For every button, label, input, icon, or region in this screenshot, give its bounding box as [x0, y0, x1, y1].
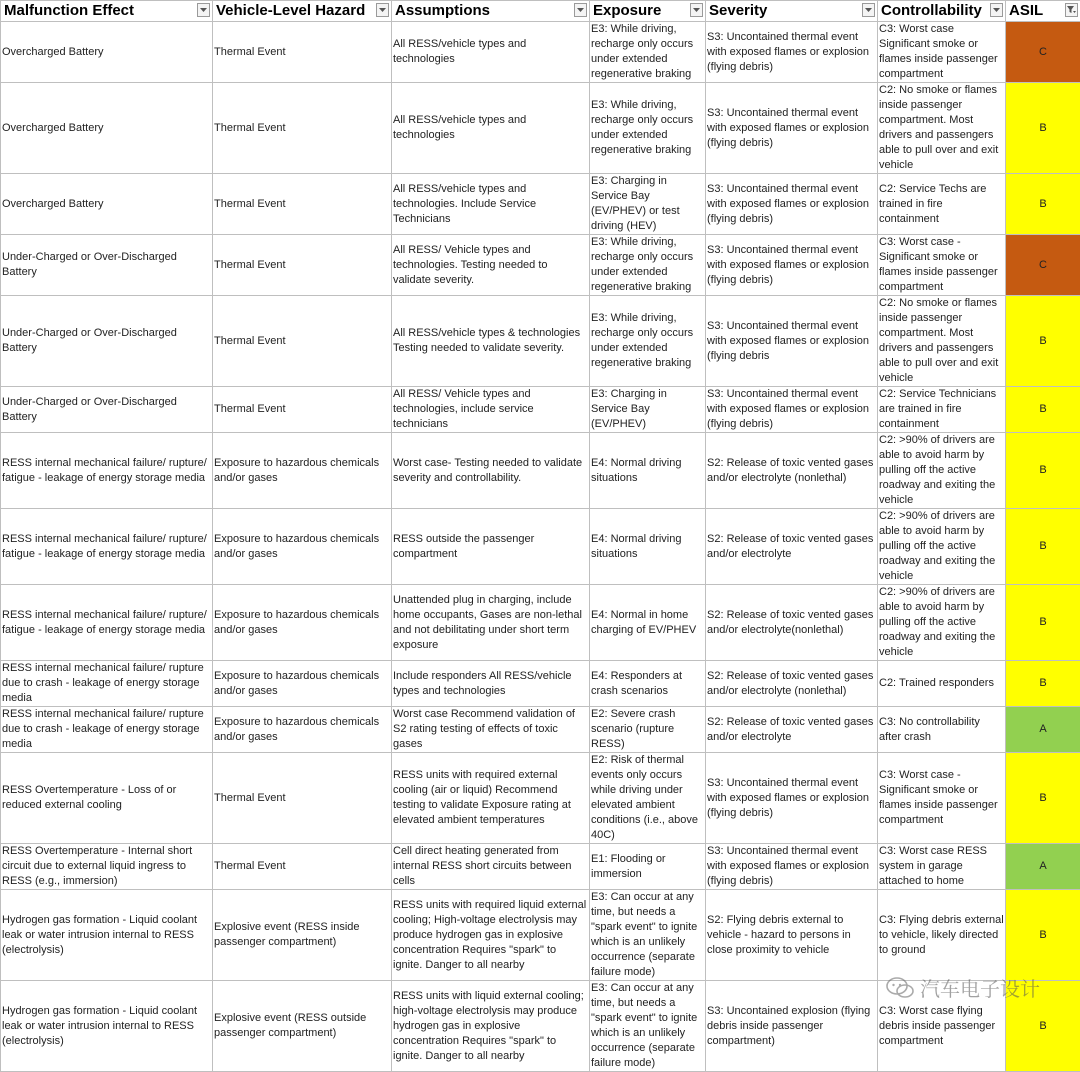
vehicle-level-hazard-cell-text: Thermal Event [214, 402, 390, 417]
vehicle-level-hazard-cell[interactable] [213, 585, 392, 661]
controllability-cell[interactable] [878, 509, 1006, 585]
severity-cell[interactable] [706, 387, 878, 433]
column-header-vehicle-level-hazard: Vehicle-Level Hazard [213, 1, 392, 22]
table-row [1, 387, 1080, 433]
exposure-cell-text: E4: Responders at crash scenarios [591, 669, 704, 699]
controllability-cell-text: C2: >90% of drivers are able to avoid harm by pulling off the active roadway and exiting the vehicle [879, 509, 1004, 584]
severity-cell-text: S3: Uncontained thermal event with exposed flames or explosion (flying debris) [707, 776, 876, 821]
controllability-cell[interactable] [878, 22, 1006, 83]
severity-cell-text: S3: Uncontained thermal event with exposed flames or explosion (flying debris) [707, 106, 876, 151]
column-header-severity: Severity [706, 1, 878, 22]
malfunction-effect-cell[interactable] [1, 981, 213, 1072]
vehicle-level-hazard-cell[interactable] [213, 387, 392, 433]
assumptions-cell[interactable] [392, 661, 590, 707]
vehicle-level-hazard-cell[interactable] [213, 296, 392, 387]
table-row [1, 844, 1080, 890]
severity-cell-text: S3: Uncontained thermal event with exposed flames or explosion (flying debris) [707, 182, 876, 227]
vehicle-level-hazard-cell[interactable] [213, 753, 392, 844]
controllability-cell-text: C3: Flying debris external to vehicle, likely directed to ground [879, 913, 1004, 958]
vehicle-level-hazard-cell-text: Exposure to hazardous chemicals and/or gases [214, 715, 390, 745]
controllability-cell[interactable] [878, 844, 1006, 890]
vehicle-level-hazard-cell-text: Exposure to hazardous chemicals and/or gases [214, 532, 390, 562]
filter-dropdown-icon[interactable] [574, 3, 587, 17]
controllability-cell-text: C3: Worst case flying debris inside passenger compartment [879, 1004, 1004, 1049]
malfunction-effect-cell-text: Under-Charged or Over-Discharged Battery [2, 395, 211, 425]
malfunction-effect-cell[interactable] [1, 661, 213, 707]
table-row [1, 235, 1080, 296]
table-row [1, 509, 1080, 585]
severity-cell[interactable] [706, 174, 878, 235]
severity-cell[interactable] [706, 585, 878, 661]
exposure-cell[interactable] [590, 890, 706, 981]
malfunction-effect-cell-text: RESS internal mechanical failure/ rupture/ fatigue - leakage of energy storage media [2, 456, 211, 486]
exposure-cell[interactable] [590, 83, 706, 174]
exposure-cell-text: E3: While driving, recharge only occurs under extended regenerative braking [591, 311, 704, 371]
malfunction-effect-cell[interactable] [1, 890, 213, 981]
severity-cell[interactable] [706, 707, 878, 753]
malfunction-effect-cell-text: Overcharged Battery [2, 45, 211, 60]
severity-cell[interactable] [706, 661, 878, 707]
asil-cell[interactable]: B [1006, 585, 1080, 661]
severity-cell[interactable] [706, 296, 878, 387]
severity-cell-text: S3: Uncontained thermal event with exposed flames or explosion (flying debris [707, 319, 876, 364]
vehicle-level-hazard-cell-text: Thermal Event [214, 121, 390, 136]
assumptions-cell[interactable] [392, 296, 590, 387]
controllability-cell[interactable] [878, 83, 1006, 174]
controllability-cell[interactable] [878, 235, 1006, 296]
exposure-cell-text: E3: Can occur at any time, but needs a "spark event" to ignite which is an unlikely occurrence (separate failure mode) [591, 981, 704, 1071]
assumptions-cell-text: RESS units with required liquid external cooling; High-voltage electrolysis may produce hydrogen gas in explosive concentration Requires "spark" to ignite. Danger to all nearby [393, 898, 588, 973]
vehicle-level-hazard-cell[interactable] [213, 433, 392, 509]
exposure-cell-text: E4: Normal driving situations [591, 532, 704, 562]
controllability-cell[interactable] [878, 890, 1006, 981]
controllability-cell-text: C2: Service Technicians are trained in fire containment [879, 387, 1004, 432]
vehicle-level-hazard-cell-text: Thermal Event [214, 859, 390, 874]
controllability-cell[interactable] [878, 174, 1006, 235]
severity-cell-text: S3: Uncontained thermal event with exposed flames or explosion (flying debris) [707, 243, 876, 288]
exposure-cell[interactable] [590, 585, 706, 661]
exposure-cell[interactable] [590, 296, 706, 387]
exposure-cell-text: E3: While driving, recharge only occurs under extended regenerative braking [591, 98, 704, 158]
column-header-malfunction-effect: Malfunction Effect [1, 1, 213, 22]
controllability-cell-text: C3: Worst case - Significant smoke or flames inside passenger compartment [879, 768, 1004, 828]
assumptions-cell-text: All RESS/ Vehicle types and technologies. Testing needed to validate severity. [393, 243, 588, 288]
assumptions-cell[interactable] [392, 22, 590, 83]
severity-cell[interactable] [706, 433, 878, 509]
exposure-cell-text: E3: While driving, recharge only occurs under extended regenerative braking [591, 22, 704, 82]
asil-cell[interactable]: C [1006, 22, 1080, 83]
vehicle-level-hazard-cell-text: Thermal Event [214, 334, 390, 349]
severity-cell-text: S2: Release of toxic vented gases and/or electrolyte [707, 715, 876, 745]
assumptions-cell[interactable] [392, 753, 590, 844]
exposure-cell[interactable] [590, 753, 706, 844]
vehicle-level-hazard-cell[interactable] [213, 174, 392, 235]
malfunction-effect-cell[interactable] [1, 235, 213, 296]
controllability-cell[interactable] [878, 753, 1006, 844]
asil-cell[interactable]: B [1006, 433, 1080, 509]
exposure-cell[interactable] [590, 981, 706, 1072]
vehicle-level-hazard-cell-text: Thermal Event [214, 45, 390, 60]
asil-cell[interactable]: B [1006, 890, 1080, 981]
vehicle-level-hazard-cell[interactable] [213, 235, 392, 296]
severity-cell[interactable] [706, 844, 878, 890]
assumptions-cell[interactable] [392, 433, 590, 509]
exposure-cell-text: E1: Flooding or immersion [591, 852, 704, 882]
malfunction-effect-cell[interactable] [1, 387, 213, 433]
malfunction-effect-cell-text: Overcharged Battery [2, 121, 211, 136]
exposure-cell[interactable] [590, 174, 706, 235]
controllability-cell[interactable] [878, 387, 1006, 433]
malfunction-effect-cell[interactable] [1, 22, 213, 83]
severity-cell-text: S2: Flying debris external to vehicle - hazard to persons in close proximity to vehicle [707, 913, 876, 958]
assumptions-cell-text: All RESS/ Vehicle types and technologies, include service technicians [393, 387, 588, 432]
exposure-cell[interactable] [590, 509, 706, 585]
controllability-cell-text: C2: Service Techs are trained in fire containment [879, 182, 1004, 227]
malfunction-effect-cell-text: RESS internal mechanical failure/ rupture due to crash - leakage of energy storage media [2, 661, 211, 706]
severity-cell-text: S2: Release of toxic vented gases and/or electrolyte (nonlethal) [707, 669, 876, 699]
assumptions-cell[interactable] [392, 890, 590, 981]
assumptions-cell[interactable] [392, 844, 590, 890]
malfunction-effect-cell-text: Hydrogen gas formation - Liquid coolant leak or water intrusion internal to RESS (electrolysis) [2, 1004, 211, 1049]
controllability-cell-text: C3: Worst case RESS system in garage attached to home [879, 844, 1004, 889]
malfunction-effect-cell-text: RESS Overtemperature - Loss of or reduced external cooling [2, 783, 211, 813]
controllability-cell[interactable] [878, 433, 1006, 509]
vehicle-level-hazard-cell[interactable] [213, 707, 392, 753]
controllability-cell[interactable] [878, 585, 1006, 661]
table-row [1, 83, 1080, 174]
vehicle-level-hazard-cell-text: Exposure to hazardous chemicals and/or gases [214, 669, 390, 699]
exposure-cell[interactable] [590, 707, 706, 753]
exposure-cell-text: E2: Severe crash scenario (rupture RESS) [591, 707, 704, 752]
exposure-cell-text: E4: Normal driving situations [591, 456, 704, 486]
controllability-cell-text: C2: No smoke or flames inside passenger compartment. Most drivers and passengers able to pull over and exit vehicle [879, 296, 1004, 386]
controllability-cell-text: C3: No controllability after crash [879, 715, 1004, 745]
asil-cell[interactable]: A [1006, 707, 1080, 753]
malfunction-effect-cell-text: RESS internal mechanical failure/ rupture/ fatigue - leakage of energy storage media [2, 608, 211, 638]
severity-cell[interactable] [706, 235, 878, 296]
filter-dropdown-icon[interactable] [376, 3, 389, 17]
vehicle-level-hazard-cell-text: Thermal Event [214, 791, 390, 806]
column-header-assumptions: Assumptions [392, 1, 590, 22]
vehicle-level-hazard-cell[interactable] [213, 890, 392, 981]
controllability-cell-text: C2: >90% of drivers are able to avoid harm by pulling off the active roadway and exiting the vehicle [879, 433, 1004, 508]
severity-cell[interactable] [706, 890, 878, 981]
malfunction-effect-cell[interactable] [1, 844, 213, 890]
assumptions-cell-text: All RESS/vehicle types & technologies Testing needed to validate severity. [393, 326, 588, 356]
exposure-cell-text: E3: Charging in Service Bay (EV/PHEV) [591, 387, 704, 432]
vehicle-level-hazard-cell[interactable] [213, 661, 392, 707]
severity-cell-text: S2: Release of toxic vented gases and/or electrolyte(nonlethal) [707, 608, 876, 638]
malfunction-effect-cell[interactable] [1, 585, 213, 661]
malfunction-effect-cell-text: Hydrogen gas formation - Liquid coolant leak or water intrusion internal to RESS (electrolysis) [2, 913, 211, 958]
assumptions-cell[interactable] [392, 585, 590, 661]
malfunction-effect-cell-text: RESS internal mechanical failure/ rupture due to crash - leakage of energy storage media [2, 707, 211, 752]
controllability-cell[interactable] [878, 981, 1006, 1072]
severity-cell[interactable] [706, 509, 878, 585]
column-header-asil: ASIL [1006, 1, 1080, 22]
table-row [1, 174, 1080, 235]
controllability-cell-text: C3: Worst case - Significant smoke or flames inside passenger compartment [879, 235, 1004, 295]
assumptions-cell[interactable] [392, 981, 590, 1072]
exposure-cell[interactable] [590, 387, 706, 433]
vehicle-level-hazard-cell[interactable] [213, 981, 392, 1072]
assumptions-cell[interactable] [392, 235, 590, 296]
malfunction-effect-cell-text: Under-Charged or Over-Discharged Battery [2, 250, 211, 280]
table-row [1, 753, 1080, 844]
asil-cell[interactable]: B [1006, 981, 1080, 1072]
severity-cell-text: S2: Release of toxic vented gases and/or electrolyte (nonlethal) [707, 456, 876, 486]
vehicle-level-hazard-cell-text: Exposure to hazardous chemicals and/or gases [214, 608, 390, 638]
assumptions-cell-text: Worst case Recommend validation of S2 rating testing of effects of toxic gases [393, 707, 588, 752]
filter-dropdown-icon[interactable] [197, 3, 210, 17]
exposure-cell-text: E2: Risk of thermal events only occurs while driving under elevated ambient conditions (i.e., above 40C) [591, 753, 704, 843]
severity-cell-text: S3: Uncontained thermal event with exposed flames or explosion (flying debris) [707, 387, 876, 432]
table-row [1, 890, 1080, 981]
vehicle-level-hazard-cell-text: Thermal Event [214, 197, 390, 212]
controllability-cell[interactable] [878, 296, 1006, 387]
table-row [1, 585, 1080, 661]
asil-cell[interactable]: B [1006, 83, 1080, 174]
malfunction-effect-cell-text: RESS internal mechanical failure/ rupture/ fatigue - leakage of energy storage media [2, 532, 211, 562]
malfunction-effect-cell[interactable] [1, 753, 213, 844]
table-row [1, 433, 1080, 509]
asil-cell[interactable]: A [1006, 844, 1080, 890]
exposure-cell[interactable] [590, 235, 706, 296]
table-row [1, 296, 1080, 387]
vehicle-level-hazard-cell-text: Thermal Event [214, 258, 390, 273]
filter-dropdown-icon[interactable] [690, 3, 703, 17]
assumptions-cell-text: RESS outside the passenger compartment [393, 532, 588, 562]
assumptions-cell[interactable] [392, 707, 590, 753]
malfunction-effect-cell-text: Overcharged Battery [2, 197, 211, 212]
exposure-cell[interactable] [590, 433, 706, 509]
severity-cell[interactable] [706, 981, 878, 1072]
watermark-text: 汽车电子设计 [920, 973, 1040, 1002]
assumptions-cell[interactable] [392, 83, 590, 174]
asil-cell[interactable]: B [1006, 387, 1080, 433]
table-row [1, 707, 1080, 753]
severity-cell-text: S3: Uncontained thermal event with exposed flames or explosion (flying debris) [707, 844, 876, 889]
malfunction-effect-cell-text: RESS Overtemperature - Internal short circuit due to external liquid ingress to RESS (e.g., immersion) [2, 844, 211, 889]
malfunction-effect-cell[interactable] [1, 433, 213, 509]
vehicle-level-hazard-cell-text: Explosive event (RESS outside passenger compartment) [214, 1011, 390, 1041]
assumptions-cell[interactable] [392, 509, 590, 585]
exposure-cell-text: E3: Charging in Service Bay (EV/PHEV) or test driving (HEV) [591, 174, 704, 234]
filter-dropdown-icon[interactable] [862, 3, 875, 17]
header-row [1, 1, 1080, 22]
table-row [1, 661, 1080, 707]
assumptions-cell-text: Worst case- Testing needed to validate severity and controllability. [393, 456, 588, 486]
filter-active-icon[interactable] [1065, 3, 1078, 17]
vehicle-level-hazard-cell[interactable] [213, 844, 392, 890]
malfunction-effect-cell-text: Under-Charged or Over-Discharged Battery [2, 326, 211, 356]
severity-cell-text: S3: Uncontained explosion (flying debris inside passenger compartment) [707, 1004, 876, 1049]
table-row [1, 981, 1080, 1072]
controllability-cell-text: C3: Worst case Significant smoke or flames inside passenger compartment [879, 22, 1004, 82]
assumptions-cell-text: RESS units with required external cooling (air or liquid) Recommend testing to validate Exposure rating at elevated ambient temperatures [393, 768, 588, 828]
asil-cell[interactable]: B [1006, 509, 1080, 585]
severity-cell[interactable] [706, 22, 878, 83]
controllability-cell-text: C2: No smoke or flames inside passenger compartment. Most drivers and passengers able to pull over and exit vehicle [879, 83, 1004, 173]
vehicle-level-hazard-cell-text: Exposure to hazardous chemicals and/or gases [214, 456, 390, 486]
asil-cell[interactable]: B [1006, 661, 1080, 707]
exposure-cell[interactable] [590, 844, 706, 890]
assumptions-cell-text: All RESS/vehicle types and technologies [393, 37, 588, 67]
asil-cell[interactable]: B [1006, 296, 1080, 387]
malfunction-effect-cell[interactable] [1, 509, 213, 585]
controllability-cell-text: C2: Trained responders [879, 676, 1004, 691]
asil-cell[interactable]: B [1006, 174, 1080, 235]
severity-cell[interactable] [706, 83, 878, 174]
vehicle-level-hazard-cell[interactable] [213, 509, 392, 585]
severity-cell-text: S2: Release of toxic vented gases and/or electrolyte [707, 532, 876, 562]
assumptions-cell-text: All RESS/vehicle types and technologies [393, 113, 588, 143]
asil-cell[interactable]: C [1006, 235, 1080, 296]
exposure-cell-text: E3: While driving, recharge only occurs under extended regenerative braking [591, 235, 704, 295]
vehicle-level-hazard-cell[interactable] [213, 22, 392, 83]
exposure-cell[interactable] [590, 661, 706, 707]
assumptions-cell[interactable] [392, 174, 590, 235]
assumptions-cell-text: Cell direct heating generated from internal RESS short circuits between cells [393, 844, 588, 889]
table-row [1, 22, 1080, 83]
asil-cell[interactable]: B [1006, 753, 1080, 844]
severity-cell[interactable] [706, 753, 878, 844]
vehicle-level-hazard-cell-text: Explosive event (RESS inside passenger compartment) [214, 920, 390, 950]
assumptions-cell-text: Include responders All RESS/vehicle types and technologies [393, 669, 588, 699]
exposure-cell[interactable] [590, 22, 706, 83]
exposure-cell-text: E4: Normal in home charging of EV/PHEV [591, 608, 704, 638]
controllability-cell[interactable] [878, 707, 1006, 753]
assumptions-cell-text: Unattended plug in charging, include home occupants, Gases are non-lethal and not debilitating under short term exposure [393, 593, 588, 653]
malfunction-effect-cell[interactable] [1, 174, 213, 235]
filter-dropdown-icon[interactable] [990, 3, 1003, 17]
controllability-cell[interactable] [878, 661, 1006, 707]
controllability-cell-text: C2: >90% of drivers are able to avoid harm by pulling off the active roadway and exiting the vehicle [879, 585, 1004, 660]
malfunction-effect-cell[interactable] [1, 707, 213, 753]
column-header-controllability: Controllability [878, 1, 1006, 22]
column-header-exposure: Exposure [590, 1, 706, 22]
exposure-cell-text: E3: Can occur at any time, but needs a "spark event" to ignite which is an unlikely occurrence (separate failure mode) [591, 890, 704, 980]
severity-cell-text: S3: Uncontained thermal event with exposed flames or explosion (flying debris) [707, 30, 876, 75]
malfunction-effect-cell[interactable] [1, 83, 213, 174]
assumptions-cell-text: All RESS/vehicle types and technologies. Include Service Technicians [393, 182, 588, 227]
malfunction-effect-cell[interactable] [1, 296, 213, 387]
assumptions-cell-text: RESS units with liquid external cooling; high-voltage electrolysis may produce hydrogen gas in explosive concentration Requires "spark" to ignite. Danger to all nearby [393, 989, 588, 1064]
vehicle-level-hazard-cell[interactable] [213, 83, 392, 174]
assumptions-cell[interactable] [392, 387, 590, 433]
